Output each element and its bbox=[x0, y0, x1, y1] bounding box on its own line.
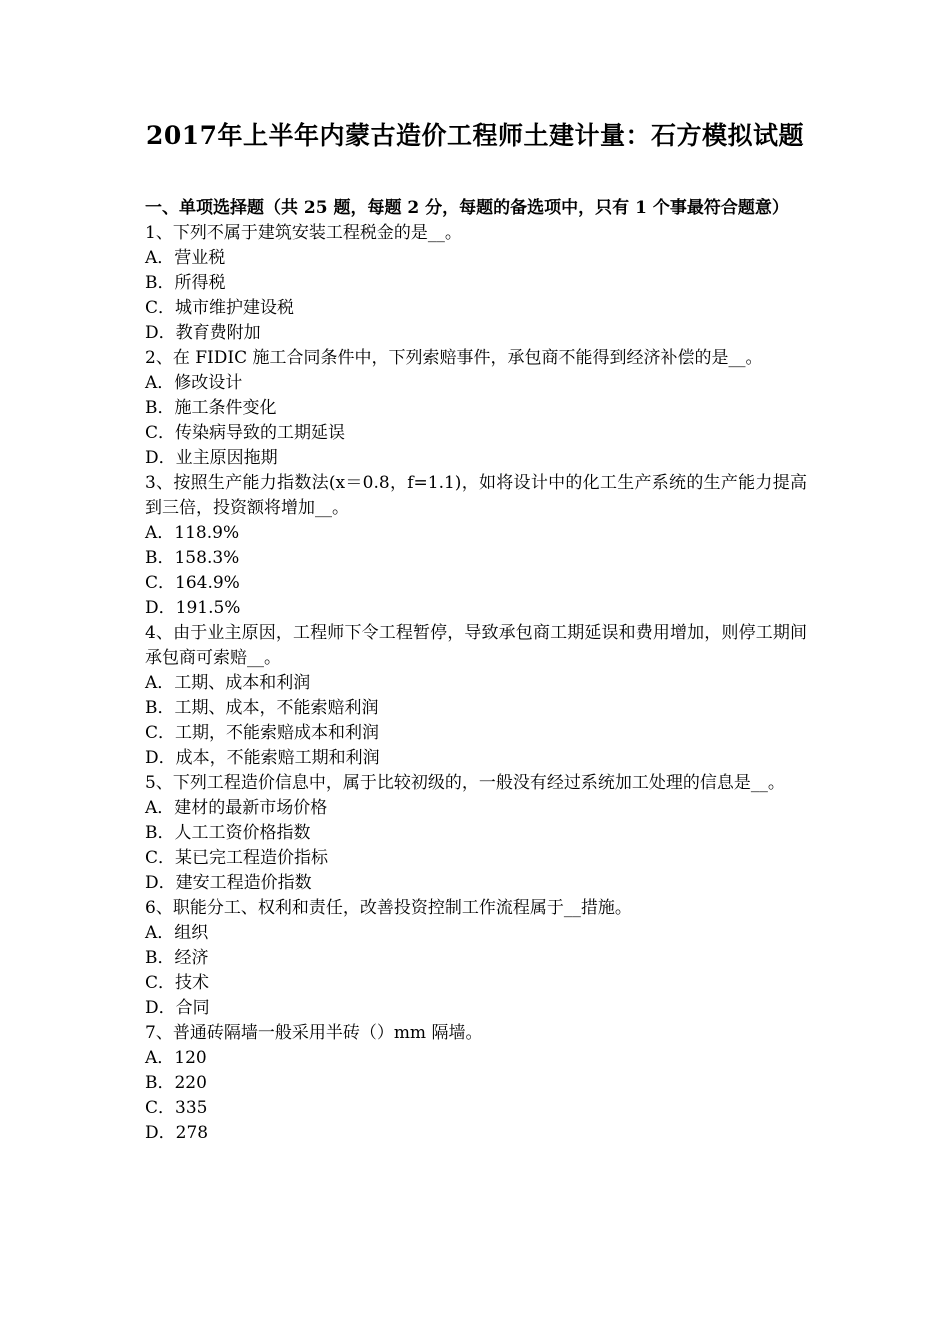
option-a: A．工期、成本和利润 bbox=[145, 673, 311, 693]
option-d: D．成本，不能索赔工期和利润 bbox=[145, 748, 380, 768]
section-heading: 一、单项选择题（共 25 题，每题 2 分，每题的备选项中，只有 1 个事最符合题意） bbox=[145, 198, 789, 218]
option-b: B．施工条件变化 bbox=[145, 398, 277, 418]
question-text: 3、按照生产能力指数法(x＝0.8，f=1.1)，如将设计中的化工生产系统的生产能力提高到三倍，投资额将增加__。 bbox=[145, 473, 807, 518]
option-a: A．修改设计 bbox=[145, 373, 243, 393]
question-4 bbox=[145, 621, 807, 771]
option-c: C．技术 bbox=[145, 973, 210, 993]
option-d: D．191.5% bbox=[145, 598, 241, 618]
question-6 bbox=[145, 896, 807, 1021]
option-a: A．营业税 bbox=[145, 248, 226, 268]
option-c: C．城市维护建设税 bbox=[145, 298, 295, 318]
option-c: C．传染病导致的工期延误 bbox=[145, 423, 346, 443]
question-5 bbox=[145, 771, 807, 896]
document-body bbox=[145, 196, 807, 1146]
option-b: B．158.3% bbox=[145, 548, 240, 568]
option-a: A．118.9% bbox=[145, 523, 240, 543]
option-a: A．120 bbox=[145, 1048, 207, 1068]
question-2 bbox=[145, 346, 807, 471]
option-b: B．经济 bbox=[145, 948, 209, 968]
option-d: D．建安工程造价指数 bbox=[145, 873, 312, 893]
option-d: D．278 bbox=[145, 1123, 209, 1143]
question-3 bbox=[145, 471, 807, 621]
question-1 bbox=[145, 221, 807, 346]
option-c: C．164.9% bbox=[145, 573, 240, 593]
document-title: 2017年上半年内蒙古造价工程师土建计量：石方模拟试题 bbox=[145, 121, 805, 150]
option-a: A．建材的最新市场价格 bbox=[145, 798, 328, 818]
option-b: B．人工工资价格指数 bbox=[145, 823, 311, 843]
option-d: D．合同 bbox=[145, 998, 210, 1018]
question-text: 4、由于业主原因，工程师下令工程暂停，导致承包商工期延误和费用增加，则停工期间承包商可索赔__。 bbox=[145, 623, 807, 668]
question-text: 2、在 FIDIC 施工合同条件中，下列索赔事件，承包商不能得到经济补偿的是__。 bbox=[145, 348, 763, 368]
option-d: D．业主原因拖期 bbox=[145, 448, 278, 468]
option-a: A．组织 bbox=[145, 923, 209, 943]
question-text: 1、下列不属于建筑安装工程税金的是__。 bbox=[145, 223, 462, 243]
option-b: B．所得税 bbox=[145, 273, 226, 293]
question-text: 6、职能分工、权利和责任，改善投资控制工作流程属于__措施。 bbox=[145, 898, 632, 918]
option-b: B．220 bbox=[145, 1073, 207, 1093]
question-text: 7、普通砖隔墙一般采用半砖（）mm 隔墙。 bbox=[145, 1023, 483, 1043]
option-c: C．工期，不能索赔成本和利润 bbox=[145, 723, 380, 743]
option-c: C．某已完工程造价指标 bbox=[145, 848, 329, 868]
question-text: 5、下列工程造价信息中，属于比较初级的，一般没有经过系统加工处理的信息是__。 bbox=[145, 773, 785, 793]
option-d: D．教育费附加 bbox=[145, 323, 261, 343]
option-b: B．工期、成本，不能索赔利润 bbox=[145, 698, 379, 718]
question-7 bbox=[145, 1021, 807, 1146]
option-c: C．335 bbox=[145, 1098, 208, 1118]
